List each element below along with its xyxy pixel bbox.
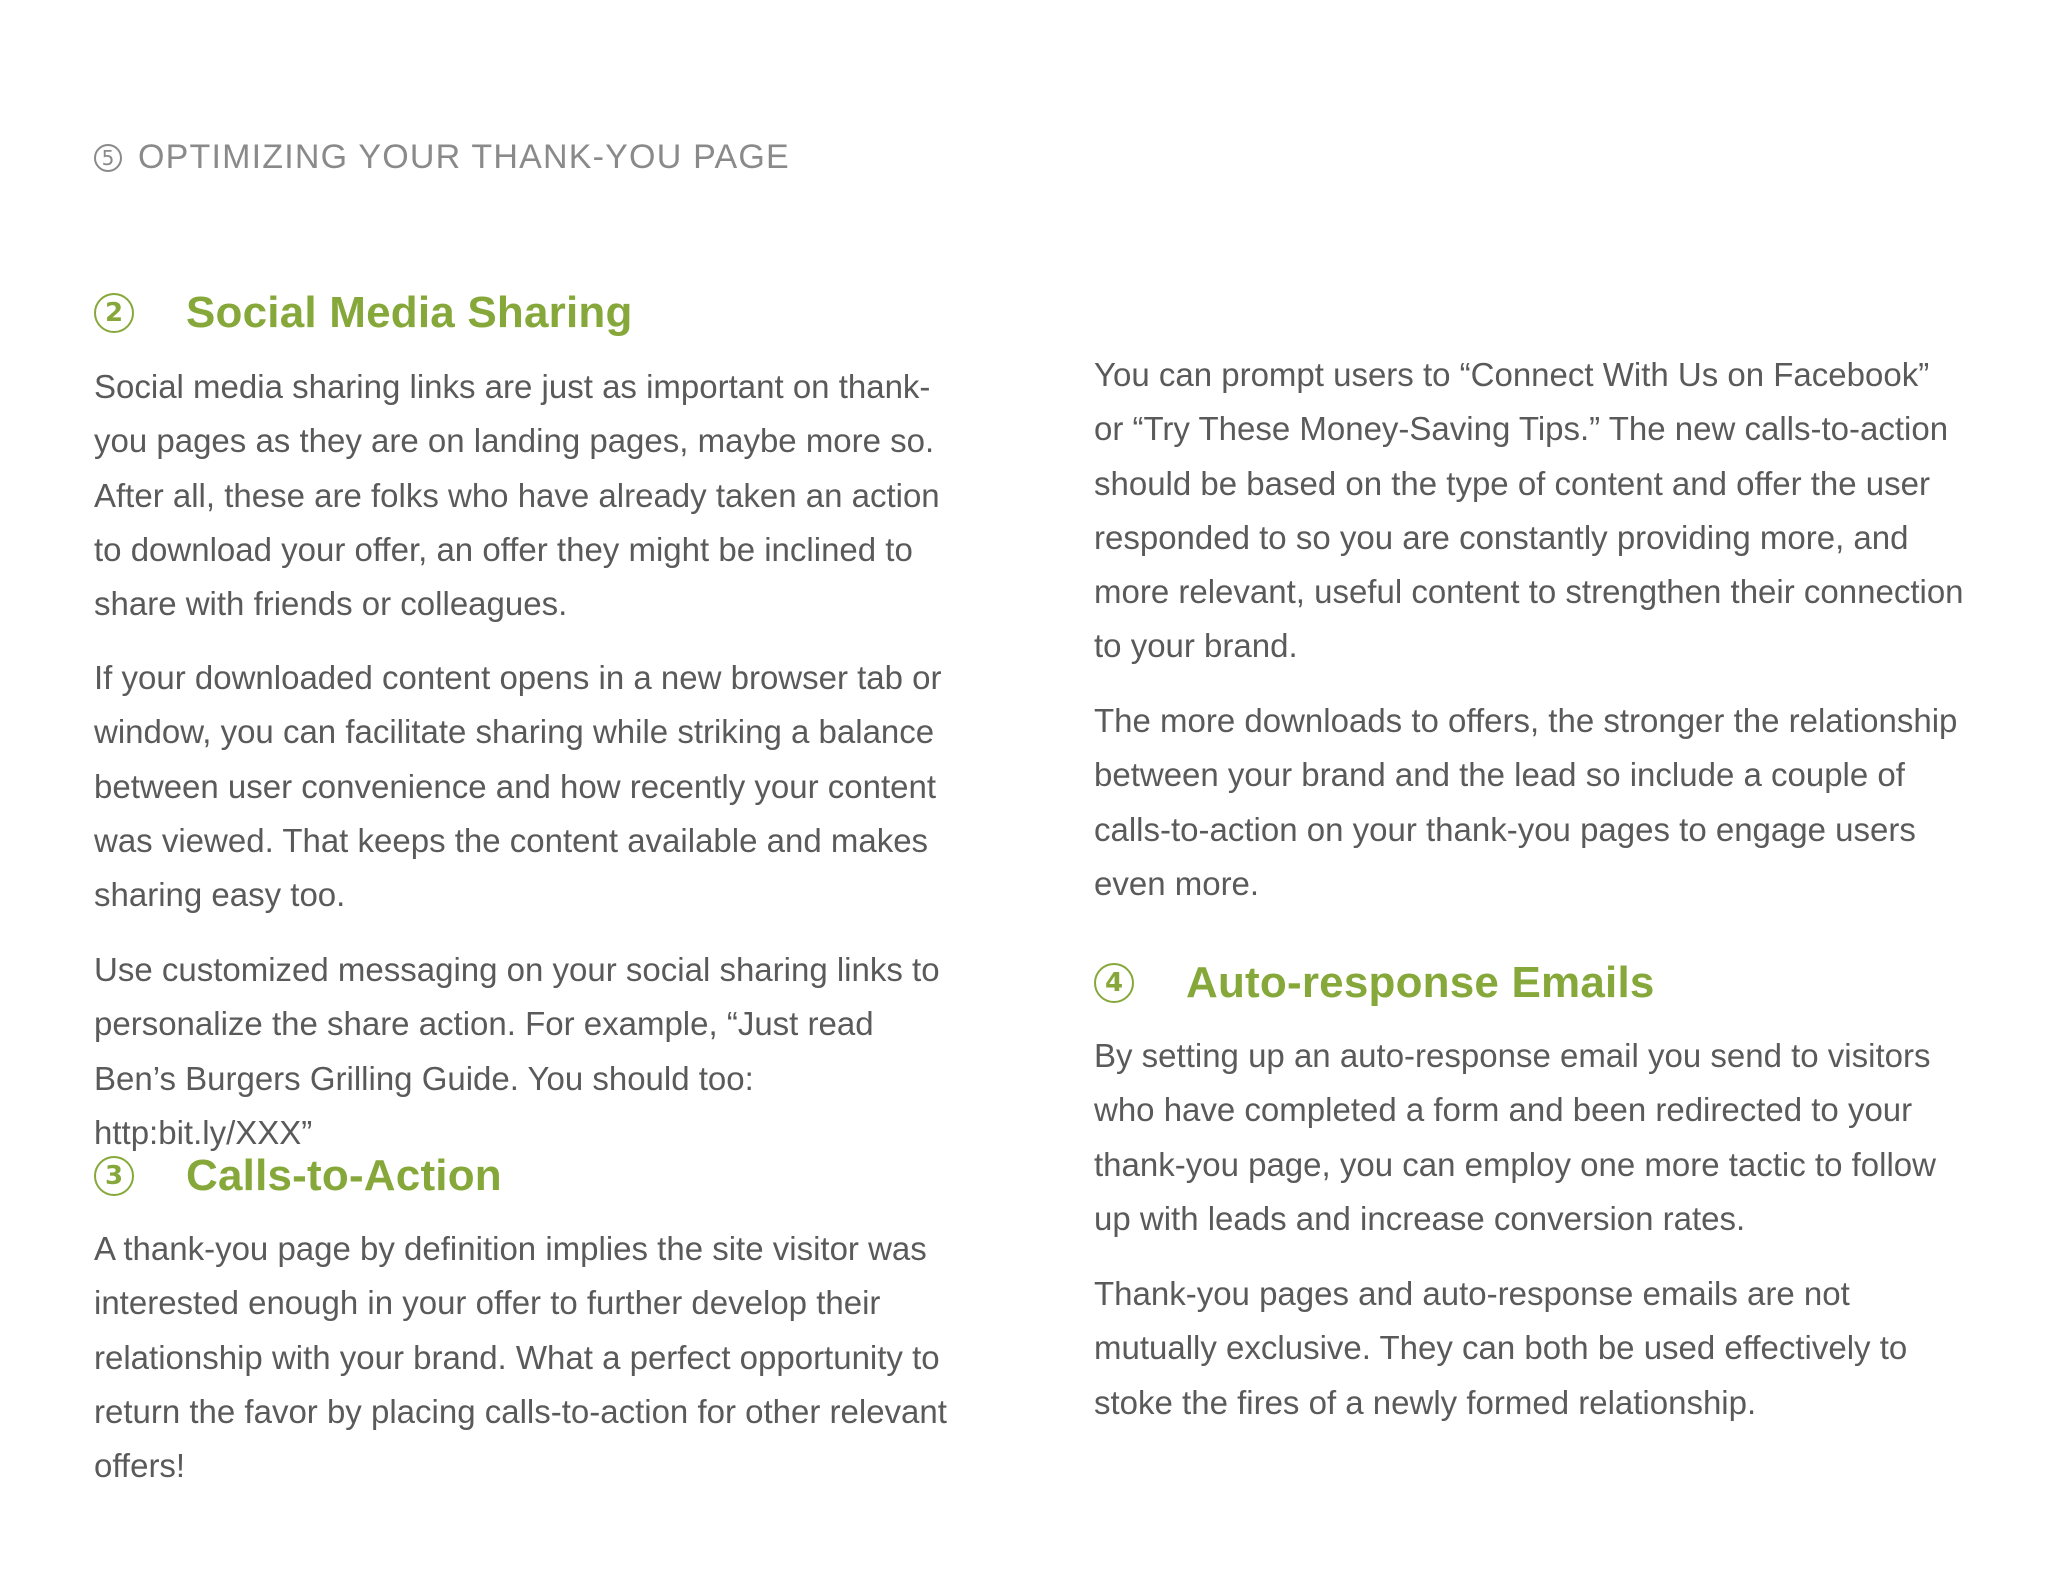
paragraph: A thank-you page by definition implies the site visitor was interested enough in your offer to further develop their relationship with your brand. What a perfect opportunity to return the favor by placing calls-to-action for other relevant offers! — [94, 1230, 947, 1485]
section-title: Social Media Sharing — [186, 288, 633, 337]
paragraph: If your downloaded content opens in a new browser tab or window, you can facilitate sharing while striking a balance between user convenience and how recently your content was viewed. That keeps the content available and makes sharing easy too. — [94, 659, 942, 914]
paragraph: Use customized messaging on your social sharing links to personalize the share action. For example, “Just read Ben’s Burgers Grilling Guide. You should too: http:bit.ly/XXX” — [94, 951, 940, 1151]
section-number-badge: 3 — [94, 1156, 134, 1196]
paragraph: The more downloads to offers, the stronger the relationship between your brand and the lead so include a couple of calls-to-action on your thank-you pages to engage users even more. — [1094, 702, 1958, 902]
paragraph: You can prompt users to “Connect With Us on Facebook” or “Try These Money-Saving Tips.” The new calls-to-action should be based on the type of content and offer the user responded to so you are constantly providing more, and more relevant, useful content to strengthen their connection to your brand. — [1094, 356, 1964, 665]
section-number-badge: 2 — [94, 293, 134, 333]
section-auto-heading — [1094, 958, 1655, 1008]
chapter-number-badge: 5 — [94, 144, 122, 172]
paragraph: By setting up an auto-response email you send to visitors who have completed a form and been redirected to your thank-you page, you can employ one more tactic to follow up with leads and increase conversion rates. — [1094, 1037, 1936, 1237]
section-cta-heading — [94, 1151, 502, 1201]
paragraph: Social media sharing links are just as important on thank-you pages as they are on landing pages, maybe more so. After all, these are folks who have already taken an action to download your offer, an offer they might be inclined to share with friends or colleagues. — [94, 368, 940, 623]
paragraph: Thank-you pages and auto-response emails are not mutually exclusive. They can both be used effectively to stoke the fires of a newly formed relationship. — [1094, 1275, 1908, 1421]
chapter-title: OPTIMIZING YOUR THANK-YOU PAGE — [138, 138, 790, 176]
section-number-badge: 4 — [1094, 963, 1134, 1003]
section-title: Calls-to-Action — [186, 1151, 502, 1200]
section-title: Auto-response Emails — [1186, 958, 1655, 1007]
page-header — [94, 138, 790, 177]
section-social-heading — [94, 288, 633, 338]
